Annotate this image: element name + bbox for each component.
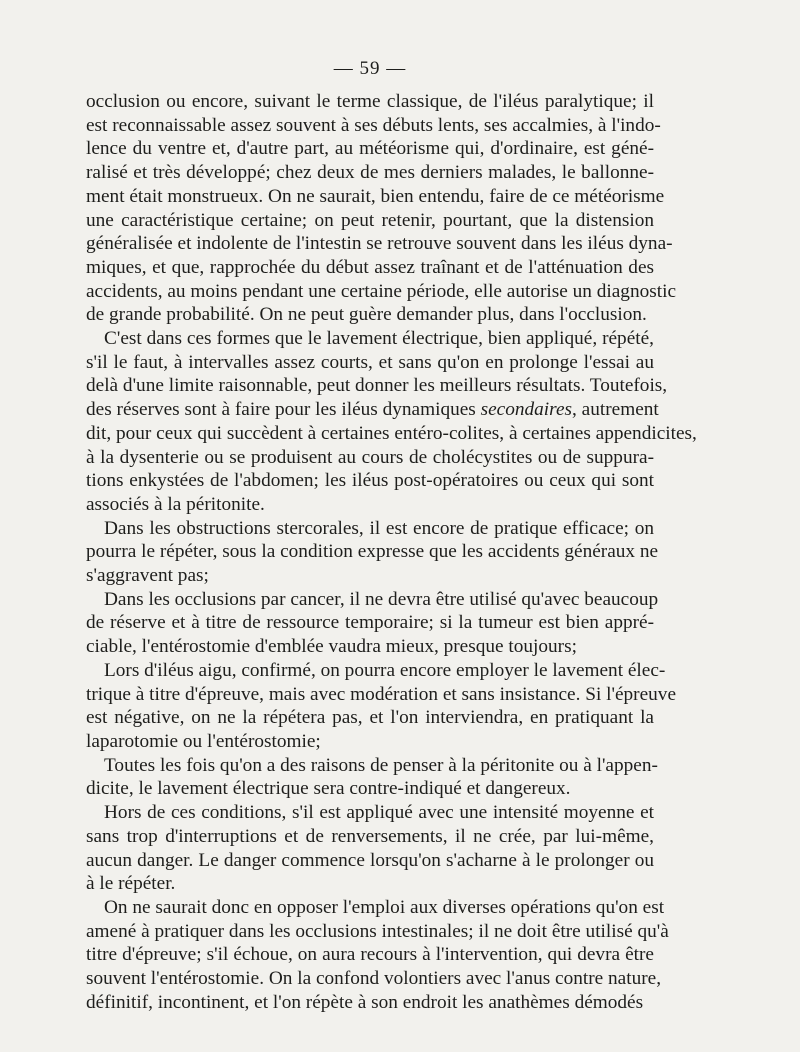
text-line: lence du ventre et, d'autre part, au météorisme qui, d'ordinaire, est géné-	[86, 138, 654, 160]
body-text	[86, 90, 697, 1014]
page-number: — 59 —	[333, 58, 407, 79]
text-line: généralisée et indolente de l'intestin se retrouve souvent dans les iléus dyna-	[86, 233, 673, 255]
text-line: accidents, au moins pendant une certaine période, elle autorise un diagnostic	[86, 280, 677, 302]
paragraph	[86, 588, 659, 659]
text-line: On ne saurait donc en opposer l'emploi aux diverses opérations qu'on est	[104, 896, 665, 918]
text-line: de grande probabilité. On ne peut guère demander plus, dans l'occlusion.	[86, 304, 647, 326]
text-line: Hors de ces conditions, s'il est appliqué avec une intensité moyenne et	[104, 802, 654, 824]
text-line: pourra le répéter, sous la condition expresse que les accidents généraux ne	[86, 541, 659, 563]
text-line: Toutes les fois qu'on a des raisons de penser à la péritonite ou à l'appen-	[104, 754, 658, 776]
paragraph	[86, 327, 697, 517]
paragraph	[86, 517, 659, 588]
paragraph	[86, 896, 669, 1015]
text-line: tions enkystées de l'abdomen; les iléus post-opératoires ou ceux qui sont	[86, 470, 654, 492]
text-line: dit, pour ceux qui succèdent à certaines entéro-colites, à certaines appendicites,	[86, 422, 697, 444]
text-line: ralisé et très développé; chez deux de mes derniers malades, le ballonne-	[86, 162, 654, 184]
text-line: C'est dans ces formes que le lavement électrique, bien appliqué, répété,	[104, 328, 654, 350]
text-line: à le répéter.	[86, 873, 176, 895]
text-line: une caractéristique certaine; on peut retenir, pourtant, que la distension	[86, 209, 654, 231]
text-line: ment était monstrueux. On ne saurait, bien entendu, faire de ce météorisme	[86, 185, 665, 207]
text-line: titre d'épreuve; s'il échoue, on aura recours à l'intervention, qui devra être	[86, 944, 654, 966]
paragraph	[86, 90, 677, 327]
text-line: définitif, incontinent, et l'on répète à son endroit les anathèmes démodés	[86, 991, 644, 1013]
text-line: s'aggravent pas;	[86, 565, 209, 587]
text-line: delà d'une limite raisonnable, peut donner les meilleurs résultats. Toutefois,	[86, 375, 668, 397]
text-line: aucun danger. Le danger commence lorsqu'on s'acharne à le prolonger ou	[86, 849, 654, 871]
text-line: trique à titre d'épreuve, mais avec modération et sans insistance. Si l'épreuve	[86, 683, 676, 705]
paragraph	[86, 754, 658, 801]
text-line: à la dysenterie ou se produisent au cours de cholécystites ou de suppura-	[86, 446, 654, 468]
text-line: associés à la péritonite.	[86, 493, 265, 515]
text-line: est reconnaissable assez souvent à ses débuts lents, ses accalmies, à l'indo-	[86, 114, 661, 136]
text-line: laparotomie ou l'entérostomie;	[86, 730, 321, 752]
text-line: amené à pratiquer dans les occlusions intestinales; il ne doit être utilisé qu'à	[86, 920, 669, 942]
text-line: Dans les obstructions stercorales, il est encore de pratique efficace; on	[104, 517, 654, 539]
text-line: Lors d'iléus aigu, confirmé, on pourra encore employer le lavement élec-	[104, 659, 666, 681]
text-line: sans trop d'interruptions et de renversements, il ne crée, par lui-même,	[86, 825, 654, 847]
text-line: des réserves sont à faire pour les iléus dynamiques secondaires, autrement	[86, 399, 659, 421]
text-line: occlusion ou encore, suivant le terme classique, de l'iléus paralytique; il	[86, 91, 654, 112]
text-line: s'il le faut, à intervalles assez courts, et sans qu'on en prolonge l'essai au	[86, 351, 654, 373]
text-line: souvent l'entérostomie. On la confond volontiers avec l'anus contre nature,	[86, 968, 662, 990]
text-line: miques, et que, rapprochée du début assez traînant et de l'atténuation des	[86, 256, 654, 278]
text-line: ciable, l'entérostomie d'emblée vaudra mieux, presque toujours;	[86, 636, 577, 658]
text-line: de réserve et à titre de ressource temporaire; si la tumeur est bien appré-	[86, 612, 654, 634]
paragraph	[86, 659, 676, 754]
text-line: dicite, le lavement électrique sera contre-indiqué et dangereux.	[86, 778, 571, 800]
text-line: Dans les occlusions par cancer, il ne devra être utilisé qu'avec beaucoup	[104, 588, 659, 610]
text-line: est négative, on ne la répétera pas, et l'on interviendra, en pratiquant la	[86, 707, 654, 729]
paragraph	[86, 801, 654, 896]
emphasized-word: secondaires	[480, 399, 573, 421]
